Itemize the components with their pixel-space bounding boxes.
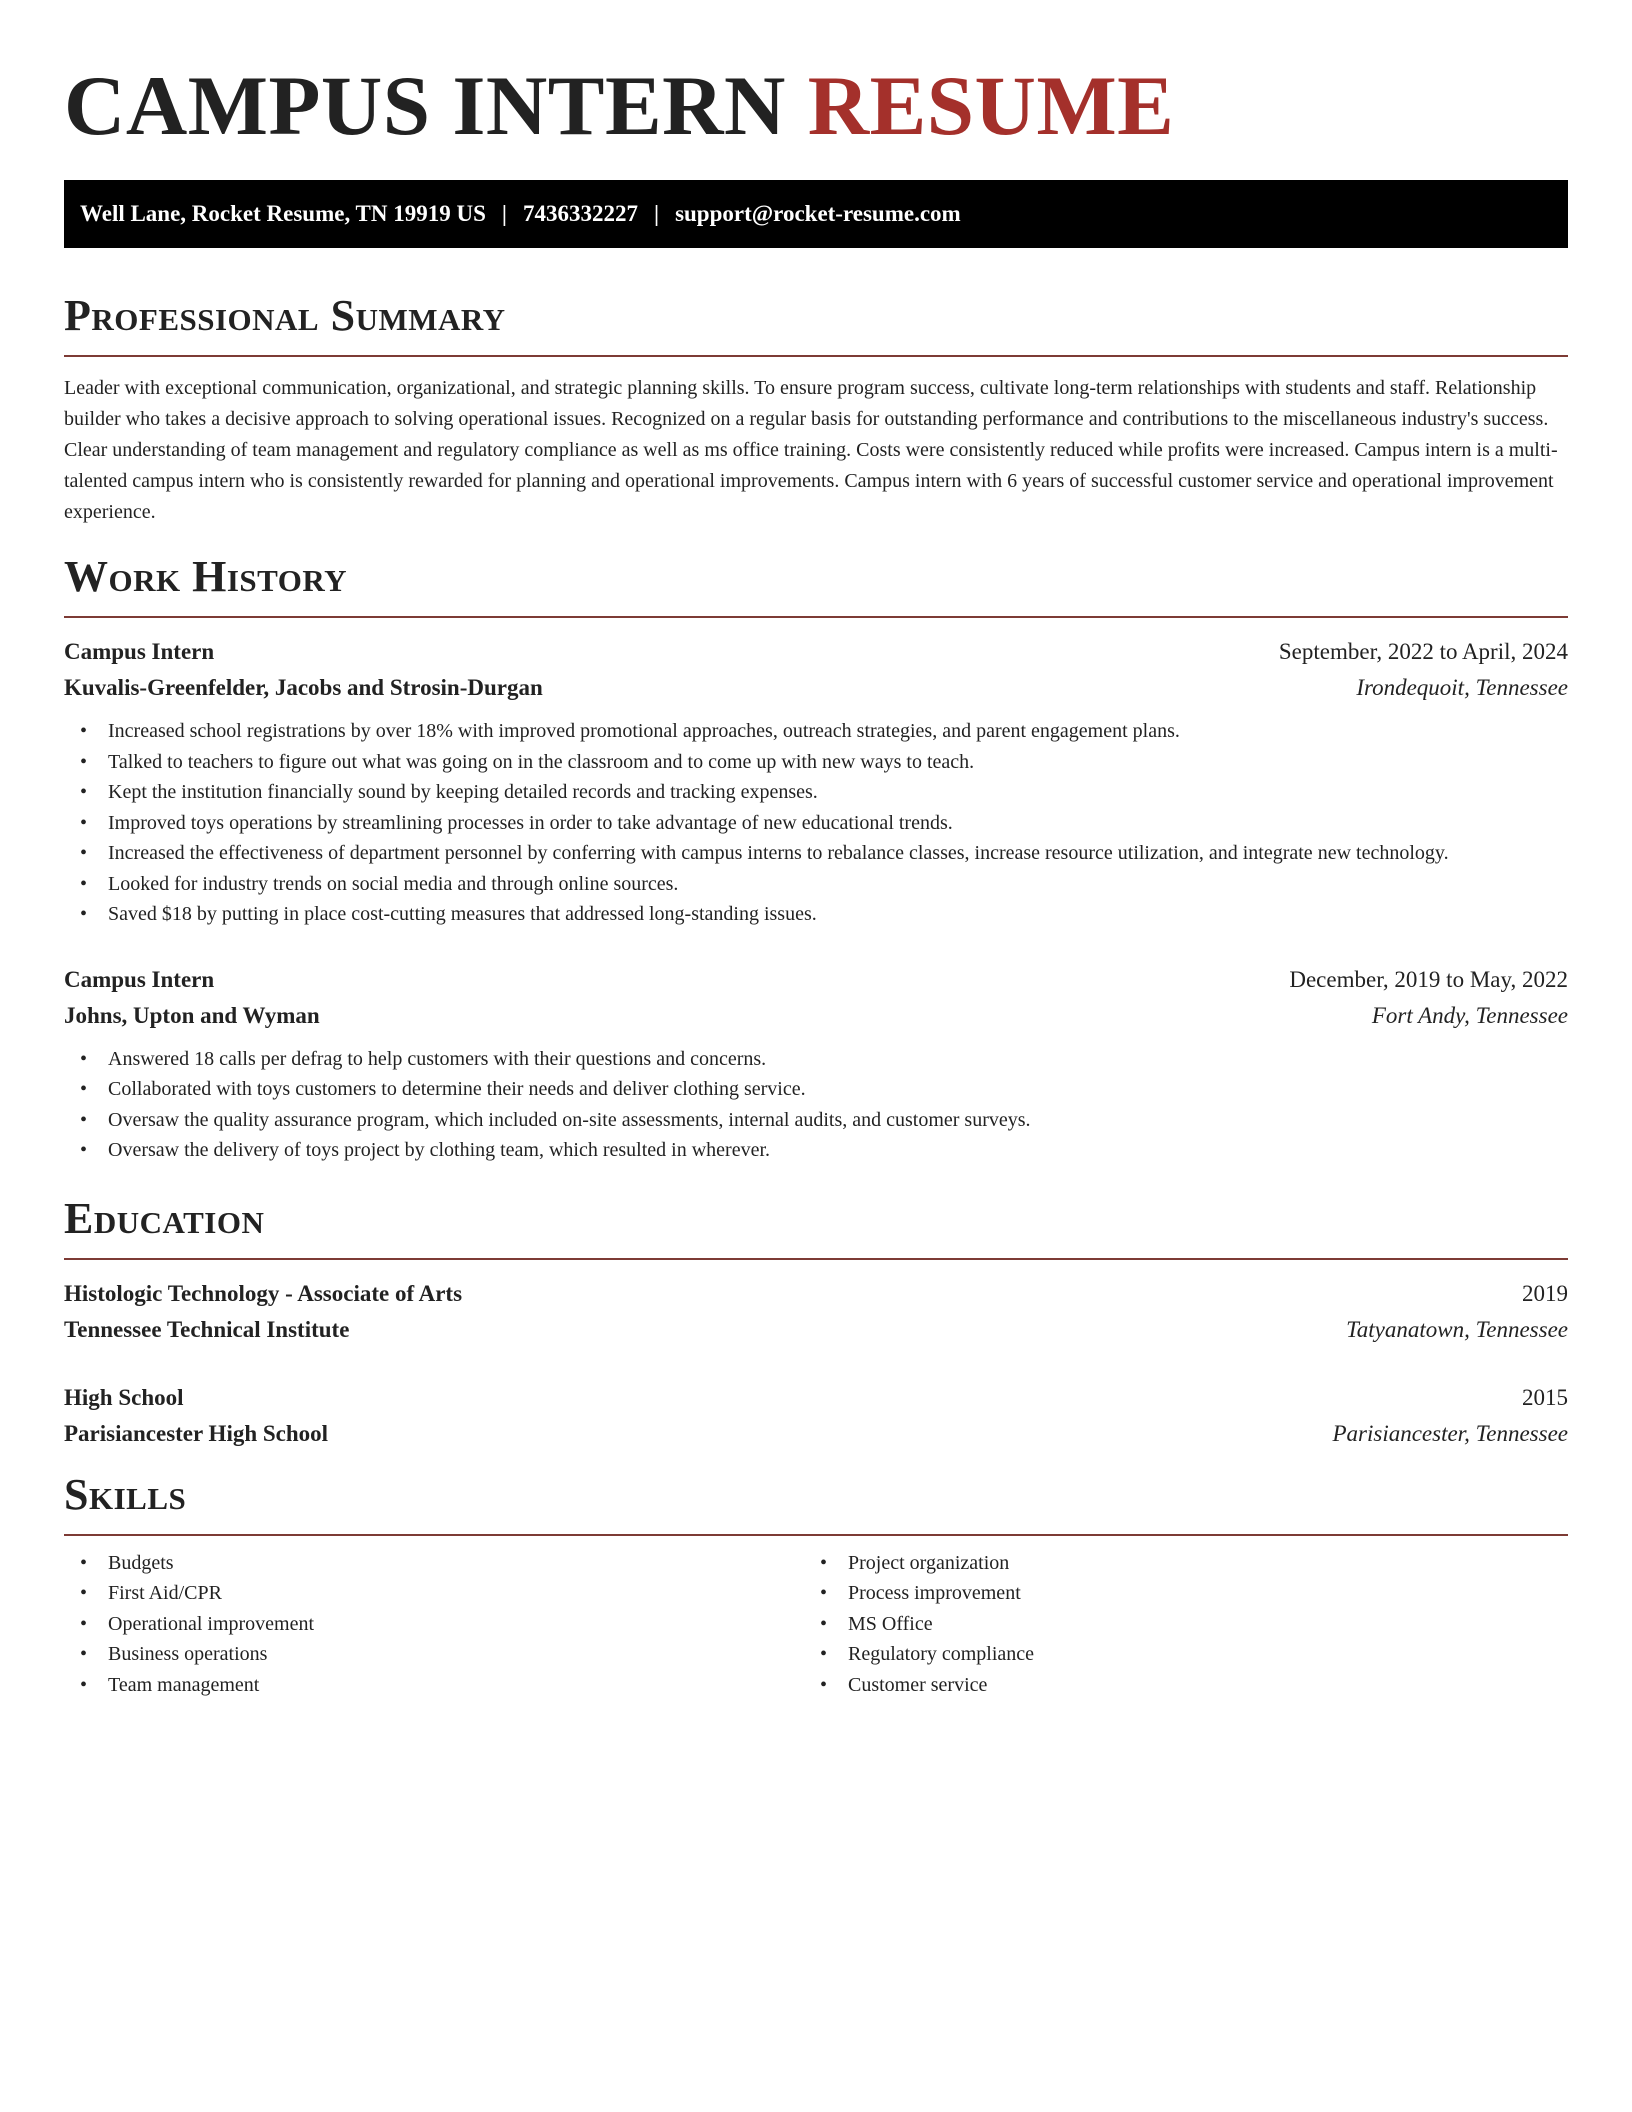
summary-heading: Professional Summary [64, 291, 506, 340]
job-bullet: • Increased school registrations by over 18% with improved promotional approaches, outreach strategies, and parent engagement plans. [80, 716, 1568, 747]
education-degree-row [64, 1276, 1568, 1312]
job-company: Kuvalis-Greenfelder, Jacobs and Strosin-Durgan [64, 675, 543, 700]
job-dates: December, 2019 to May, 2022 [1289, 966, 1568, 992]
section-divider [64, 1534, 1568, 1536]
education-school: Parisiancester High School [64, 1420, 329, 1446]
section-divider [64, 1258, 1568, 1260]
contact-phone: 7436332227 [522, 201, 638, 226]
education-entry [64, 1276, 1568, 1348]
job-bullet: • Looked for industry trends on social media and through online sources. [80, 869, 1568, 900]
job-title: Campus Intern [64, 966, 215, 992]
job-bullets [64, 1044, 1568, 1166]
summary-text: Leader with exceptional communication, organizational, and strategic planning skills. To ensure program success, cultivate long-term relationships with students and staff. Relationship builder who takes a decisive approach to solving operational issues. Recognized on a regular basis for outstanding performance and contributions to the miscellaneous industry's success. Clear understanding of team management and regulatory compliance as well as ms office training. Costs were consistently reduced while profits were increased. Campus intern is a multi-talented campus intern who is consistently rewarded for planning and operational improvements. Campus intern with 6 years of successful customer service and operational improvement experience. [64, 377, 1558, 523]
education-school-row [64, 1312, 1568, 1348]
job-company: Johns, Upton and Wyman [64, 1002, 320, 1028]
education-school: Tennessee Technical Institute [64, 1316, 350, 1342]
section-divider [64, 355, 1568, 357]
education-degree: Histologic Technology - Associate of Arts [64, 1280, 463, 1306]
section-divider [64, 616, 1568, 618]
job-entry [64, 634, 1568, 930]
education-location: Tatyanatown, Tennessee [1346, 1316, 1568, 1342]
skills-section [64, 1470, 1568, 1701]
education-location: Parisiancester, Tennessee [1332, 1420, 1568, 1446]
job-bullet: • Improved toys operations by streamlining processes in order to take advantage of new educational trends. [80, 808, 1568, 839]
job-dates: September, 2022 to April, 2024 [1278, 639, 1568, 664]
education-heading: Education [64, 1193, 265, 1243]
skills-right-column [804, 1548, 1544, 1701]
skill-item: • Customer service [820, 1670, 1544, 1701]
job-bullet: • Kept the institution financially sound by keeping detailed records and tracking expenses. [80, 777, 1568, 808]
job-bullets [64, 716, 1568, 930]
skill-item: • Team management [80, 1670, 804, 1701]
skills-heading: Skills [64, 1469, 187, 1519]
job-bullet: • Saved $18 by putting in place cost-cutting measures that addressed long-standing issues. [80, 899, 1568, 930]
job-location: Irondequoit, Tennessee [1356, 675, 1568, 700]
job-bullet: • Collaborated with toys customers to determine their needs and deliver clothing service. [80, 1074, 1568, 1105]
job-location: Fort Andy, Tennessee [1371, 1002, 1568, 1028]
skills-columns [64, 1548, 1568, 1701]
work-history-heading: Work History [64, 552, 348, 601]
skill-item: • MS Office [820, 1609, 1544, 1640]
contact-bar [64, 180, 1568, 248]
job-title-row [64, 962, 1568, 998]
skill-item: • First Aid/CPR [80, 1578, 804, 1609]
job-bullet: • Oversaw the quality assurance program, which included on-site assessments, internal audits, and customer surveys. [80, 1105, 1568, 1136]
job-entry [64, 962, 1568, 1166]
skill-item: • Operational improvement [80, 1609, 804, 1640]
education-entry [64, 1380, 1568, 1452]
contact-separator: | [501, 201, 507, 226]
contact-address: Well Lane, Rocket Resume, TN 19919 US [80, 201, 486, 226]
summary-section [64, 291, 1568, 528]
education-school-row [64, 1416, 1568, 1452]
education-degree: High School [64, 1384, 184, 1410]
education-year: 2015 [1522, 1384, 1568, 1410]
job-bullet: • Increased the effectiveness of department personnel by conferring with campus interns to rebalance classes, increase resource utilization, and integrate new technology. [80, 838, 1568, 869]
job-company-row [64, 670, 1568, 706]
job-company-row [64, 998, 1568, 1034]
skill-item: • Business operations [80, 1639, 804, 1670]
contact-email[interactable]: support@rocket-resume.com [675, 201, 961, 226]
title-main: CAMPUS INTERN [64, 59, 786, 153]
skill-item: • Regulatory compliance [820, 1639, 1544, 1670]
job-bullet: • Talked to teachers to figure out what was going on in the classroom and to come up with new ways to teach. [80, 747, 1568, 778]
skills-left-column [64, 1548, 804, 1701]
skill-item: • Project organization [820, 1548, 1544, 1579]
resume-title [64, 0, 1568, 156]
education-section [64, 1194, 1568, 1452]
skill-item: • Process improvement [820, 1578, 1544, 1609]
job-bullet: • Answered 18 calls per defrag to help customers with their questions and concerns. [80, 1044, 1568, 1075]
job-title-row [64, 634, 1568, 670]
job-title: Campus Intern [64, 639, 215, 664]
contact-separator: | [653, 201, 660, 226]
job-bullet: • Oversaw the delivery of toys project by clothing team, which resulted in wherever. [80, 1135, 1568, 1166]
title-accent: RESUME [807, 59, 1175, 153]
education-degree-row [64, 1380, 1568, 1416]
work-history-section [64, 552, 1568, 1166]
skill-item: • Budgets [80, 1548, 804, 1579]
education-year: 2019 [1522, 1280, 1568, 1306]
